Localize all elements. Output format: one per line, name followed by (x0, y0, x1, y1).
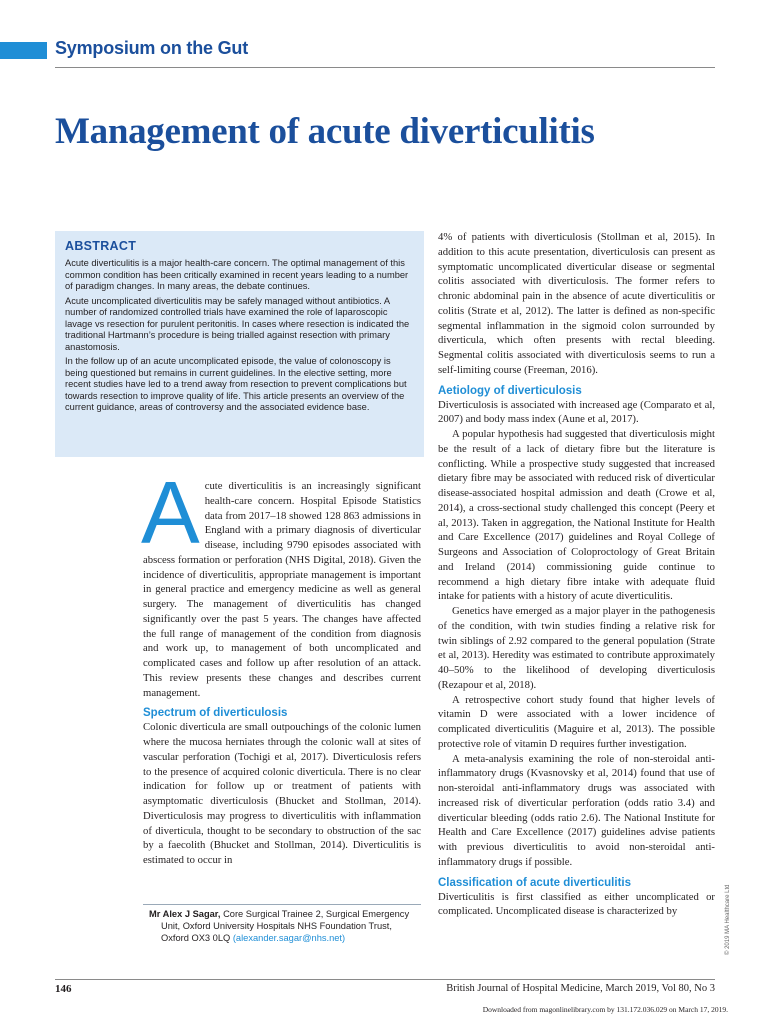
download-note: Downloaded from magonlinelibrary.com by 131.172.036.029 on March 17, 2019. (482, 1005, 728, 1014)
spectrum-heading: Spectrum of diverticulosis (143, 707, 288, 720)
author-affiliation-line (149, 932, 421, 944)
author-rule (143, 904, 421, 905)
author-role: Core Surgical Trainee 2, Surgical Emergency (220, 909, 410, 919)
continuation-paragraph: 4% of patients with diverticulosis (Stollman et al, 2015). In addition to this acute presentation, diverticulosis can present as symptomatic uncomplicated diverticular disease or segmental colitis associated with diverticulosis. The former refers to chronic abdominal pain in the absence of acute diverticulitis or colitis (Strate et al, 2012). The latter is defined as non-specific segmental inflammation in the sigmoid colon surrounded by diverticula, which often presents with rectal bleeding. Segmental colitis associated with diverticulosis seems to run a self-limiting course (Freeman, 2016). (438, 231, 715, 376)
abstract-heading: ABSTRACT (65, 239, 137, 253)
footer-rule (55, 979, 715, 980)
section-color-bar (0, 42, 47, 59)
classification-heading: Classification of acute diverticulitis (438, 876, 631, 889)
intro-text: cute diverticulitis is an increasingly significant health-care concern. Hospital Episode Statistics data from 2017–18 showed 128 863 admissions in England with a primary diagnosis of diverticular disease, including 9790 episodes associated with abscess formation or perforation (NHS Digital, 2018). Given the incidence of diverticulitis, appropriate management is important in general practice and emergency medicine as well as general surgery. The management of diverticulitis has changed significantly over the past 5 years. The changes have affected the full range of management of the condition from diagnosis and work up, to management of both uncomplicated and complicated cases and follow up after resolution of an attack. This review presents these changes and describes current management. (143, 480, 421, 699)
classification-paragraph: Diverticulitis is first classified as either uncomplicated or complicated. Uncomplicated disease is characterized by (438, 890, 715, 918)
aetiology-paragraph: Genetics have emerged as a major player in the pathogenesis of the condition, with twin studies finding a relative risk for twin siblings of 2.92 compared to the general population (Strate et al, 2013). Heredity was estimated to contribute approximately 40–50% to the likelihood of developing diverticulosis (Rezapour et al, 2018). (438, 605, 715, 691)
abstract-paragraph: Acute uncomplicated diverticulitis may be safely managed without antibiotics. A number of randomized controlled trials have examined the role of laparoscopic lavage vs resection for purulent peritonitis. In cases where resection is indicated the traditional Hartmann’s procedure is being trialled against resection with primary anastomosis. (65, 295, 410, 352)
section-label: Symposium on the Gut (55, 38, 249, 58)
article-title: Management of acute diverticulitis (55, 111, 595, 152)
author-name: Mr Alex J Sagar, (149, 909, 221, 919)
author-info (149, 908, 421, 944)
right-column (438, 230, 715, 919)
aetiology-paragraph: Diverticulosis is associated with increased age (Comparato et al, 2007) and body mass index (Aune et al, 2017). (438, 398, 715, 426)
aetiology-heading: Aetiology of diverticulosis (438, 384, 582, 397)
aetiology-paragraph: A retrospective cohort study found that higher levels of vitamin D were associated with a lower incidence of complicated diverticulitis (Maguire et al, 2013). The possible protective role of vitamin D requires further investigation. (438, 693, 715, 750)
author-affiliation-1: Unit, Oxford University Hospitals NHS Foundation Trust, (161, 921, 392, 931)
header-rule (55, 67, 715, 68)
author-line (149, 908, 421, 920)
aetiology-paragraph: A meta-analysis examining the role of non-steroidal anti-inflammatory drugs (Kvasnovsky et al, 2014) found that use of non-steroidal anti-inflammatory drugs was associated with increased risk of diverticular perforation (odds ratio 3.4) and diverticular bleeding (odds ratio 2.6). The National Institute for Health and Care Excellence (2017) guidelines advise patients with previous diverticulitis to avoid non-steroidal anti-inflammatory drugs if possible. (438, 752, 715, 868)
abstract-paragraph: Acute diverticulitis is a major health-care concern. The optimal management of this common condition has been critically examined in recent years leading to a number of paradigm changes. In many areas, the debate continues. (65, 258, 409, 291)
author-email-link[interactable]: (alexander.sagar@nhs.net) (232, 933, 346, 943)
intro-paragraph (141, 463, 421, 700)
abstract-box (55, 231, 424, 457)
aetiology-paragraph: A popular hypothesis had suggested that diverticulosis might be the result of a lack of dietary fibre but the literature is conflicting. While a prospective study suggested that increased dietary fibre may be associated with reduced risk of diverticular disease-associated hospital admission and death (Crowe et al, 2014), a cross-sectional study challenged this concept (Peery et al, 2013). Taken in aggregation, the National Institute for Health and Care Excellence (2017) guidelines and Royal College of Surgeons and Association of Coloproctology of Great Britain and Ireland (2014) commissioning guide continue to recommend a high dietary fibre intake with adequate fluid intake for patients with a history of acute diverticulitis. (438, 428, 715, 603)
copyright-notice: © 2019 MA Healthcare Ltd (725, 884, 731, 955)
journal-citation: British Journal of Hospital Medicine, March 2019, Vol 80, No 3 (446, 983, 715, 994)
page-number: 146 (55, 983, 72, 995)
spectrum-paragraph: Colonic diverticula are small outpouchings of the colonic lumen where the mucosa herniates through the colonic wall at sites of vascular perforation (Tochigi et al, 2017). Diverticulosis refers to the presence of acquired colonic diverticula. There is no clear indication for follow up or treatment of patients with asymptomatic diverticulosis (Bhucket and Stollman, 2014). Diverticulosis may progress to diverticulitis with inflammation of diverticula, thought to be secondary to obstruction of the sac by a faecolith (Bhucket and Stollman, 2014). Diverticulitis is estimated to occur in (143, 721, 421, 866)
drop-cap: A (141, 463, 200, 562)
author-affiliation-2: Oxford OX3 0LQ (161, 933, 233, 943)
abstract-paragraph: In the follow up of an acute uncomplicated episode, the value of colonoscopy is being questioned but remains in current guidelines. In the elective setting, more recent studies have led to a trend away from resection to prevent complications but towards resection to improve quality of life. This article presents an overview of the current guidance, areas of controversy and the associated evidence base. (65, 356, 407, 412)
left-column (141, 463, 421, 868)
